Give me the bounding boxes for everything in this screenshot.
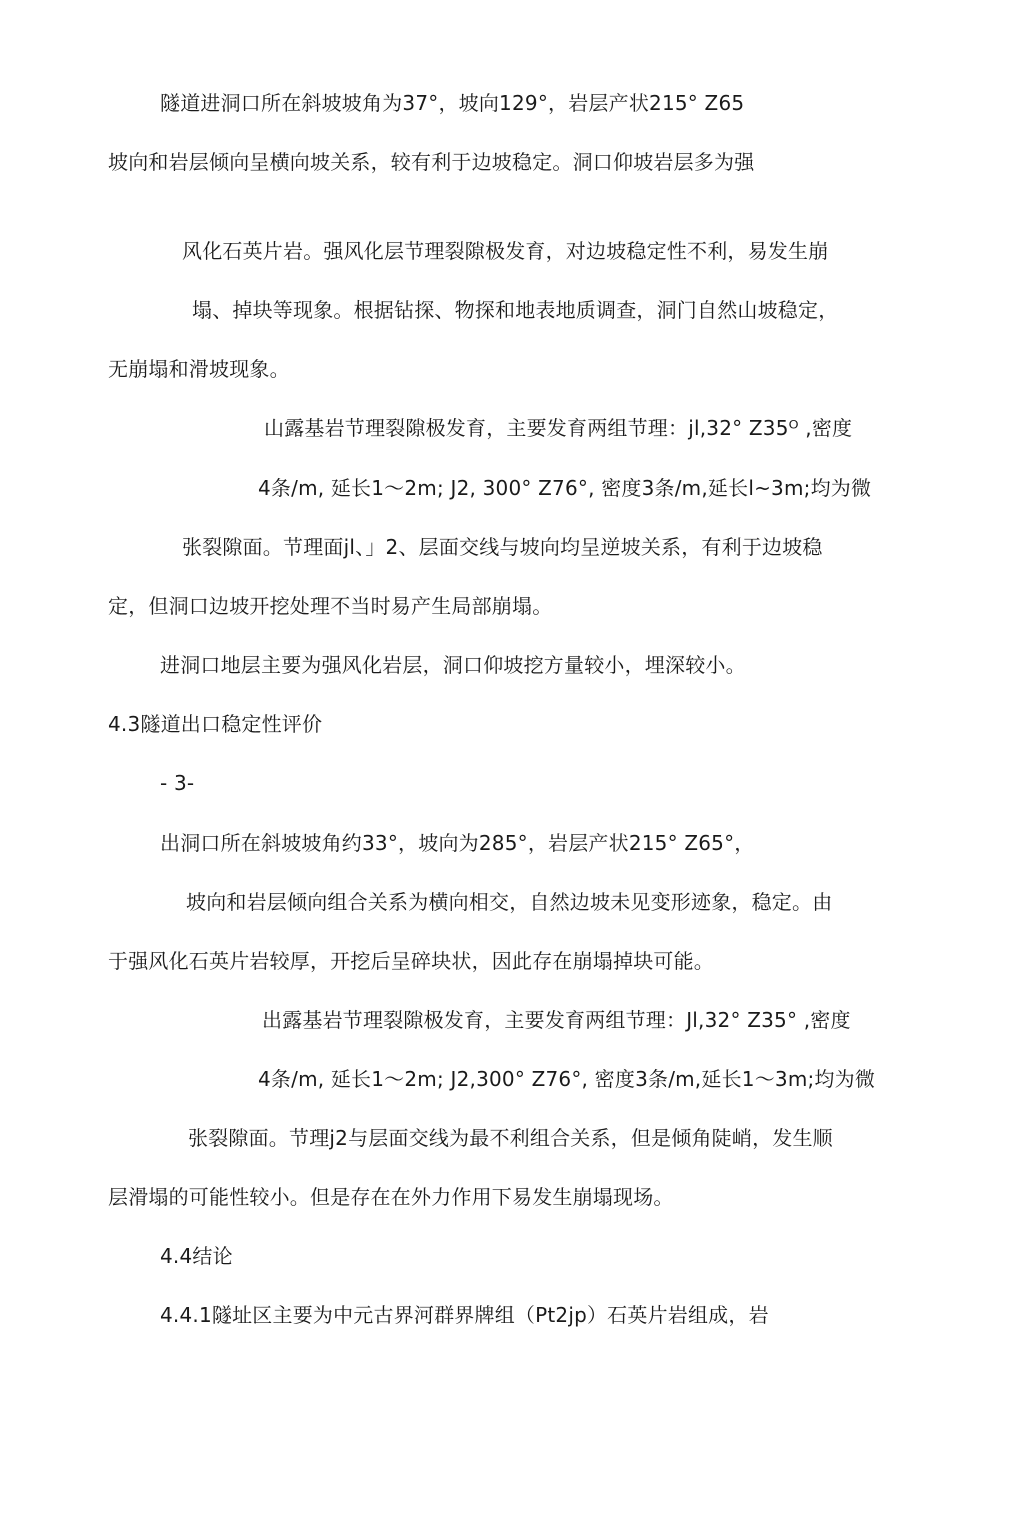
paragraph-line: 进洞口地层主要为强风化岩层，洞口仰坡挖方量较小，埋深较小。 [160,653,746,677]
paragraph-line: 隧道进洞口所在斜坡坡角为37°，坡向129°，岩层产状215° Z65 [160,91,745,115]
paragraph-line: 坡向和岩层倾向呈横向坡关系，较有利于边坡稳定。洞口仰坡岩层多为强 [108,150,755,174]
paragraph-line: 风化石英片岩。强风化层节理裂隙极发育，对边坡稳定性不利，易发生崩 [182,239,829,263]
paragraph-line: 张裂隙面。节理j2与层面交线为最不利组合关系，但是倾角陡峭，发生顺 [188,1126,833,1150]
paragraph-line: 张裂隙面。节理面jl、」2、层面交线与坡向均呈逆坡关系，有利于边坡稳 [182,535,823,559]
paragraph-line: 无崩塌和滑坡现象。 [108,357,290,381]
paragraph-line: 出洞口所在斜坡坡角约33°，坡向为285°，岩层产状215° Z65°， [160,831,755,855]
paragraph-line: 塌、掉块等现象。根据钻探、物探和地表地质调查，洞门自然山坡稳定， [192,298,839,322]
paragraph-line: 坡向和岩层倾向组合关系为横向相交，自然边坡未见变形迹象，稳定。由 [186,890,833,914]
paragraph-line: 4.4.1隧址区主要为中元古界河群界牌组（Pt2jp）石英片岩组成，岩 [160,1303,769,1327]
page-number: - 3- [160,771,195,795]
paragraph-line: 于强风化石英片岩较厚，开挖后呈碎块状，因此存在崩塌掉块可能。 [108,949,714,973]
paragraph-line: 出露基岩节理裂隙极发育，主要发育两组节理：Jl,32° Z35° ,密度 [262,1008,851,1032]
section-heading: 4.4结论 [160,1244,233,1268]
paragraph-line: 定，但洞口边坡开挖处理不当时易产生局部崩塌。 [108,594,553,618]
paragraph-line: 山露基岩节理裂隙极发育，主要发育两组节理：jl,32° Z35ᴼ ,密度 [264,416,853,440]
paragraph-line: 4条/m, 延长1～2m; J2,300° Z76°, 密度3条/m,延长1～3m;均为微 [258,1067,876,1091]
paragraph-line: 层滑塌的可能性较小。但是存在在外力作用下易发生崩塌现场。 [108,1185,674,1209]
section-heading: 4.3隧道出口稳定性评价 [108,712,323,736]
paragraph-line: 4条/m, 延长1～2m; J2, 300° Z76°, 密度3条/m,延长l~3m;均为微 [258,476,872,500]
